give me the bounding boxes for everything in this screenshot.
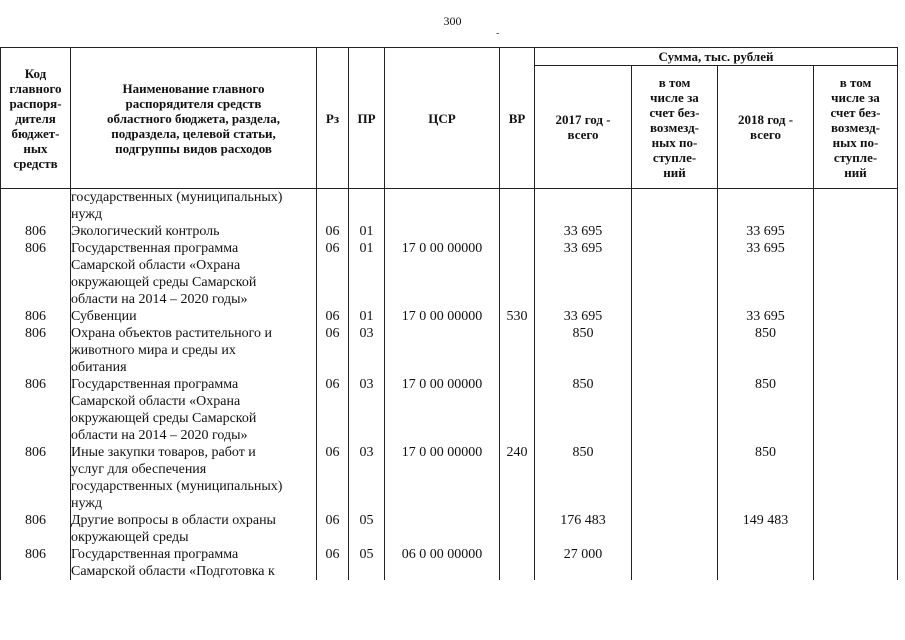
header-2018-free-lines [814,75,897,180]
row-code: 806 [1,223,71,240]
header-code-lines [1,66,70,171]
row-pr: 01 [349,240,385,308]
header-csr: ЦСР [385,48,500,189]
row-y2017 [535,189,632,224]
row-code: 806 [1,240,71,308]
header-code [1,48,71,189]
header-line: главного [9,80,62,96]
header-line: 2017 год - [555,112,611,127]
row-code: 806 [1,546,71,580]
row-y2017-free [632,240,718,308]
row-y2018 [718,189,814,224]
row-name-line: государственных (муниципальных) [71,190,283,205]
row-name-line: животного мира и среды их [71,343,236,358]
row-rz: 06 [317,240,349,308]
row-y2018: 850 [718,444,814,512]
row-code: 806 [1,376,71,444]
header-2018-free [814,66,898,189]
row-name [71,308,317,325]
header-line: счет без- [830,104,881,120]
row-name [71,546,317,580]
header-name [71,48,317,189]
row-rz: 06 [317,223,349,240]
header-line: ний [844,164,867,180]
row-vr [500,240,535,308]
row-y2017-free [632,308,718,325]
header-line: распорядителя средств [125,95,262,111]
budget-table [0,47,898,580]
table-row [1,512,898,546]
row-name-line: Экологический контроль [71,224,220,239]
row-vr [500,223,535,240]
row-csr: 17 0 00 00000 [385,444,500,512]
row-vr: 530 [500,308,535,325]
header-sum-title: Сумма, тыс. рублей [535,48,898,66]
row-y2017-free [632,546,718,580]
row-vr [500,376,535,444]
row-y2018: 33 695 [718,223,814,240]
row-name [71,189,317,224]
row-y2018: 149 483 [718,512,814,546]
row-vr: 240 [500,444,535,512]
header-2017-free-lines [632,75,717,180]
row-name-line: Самарской области «Охрана [71,394,241,409]
row-vr [500,546,535,580]
header-line: ний [663,164,686,180]
header-line: Наименование главного [122,80,265,96]
row-y2018 [718,546,814,580]
row-y2018-free [814,546,898,580]
row-name-line: области на 2014 – 2020 годы» [71,428,248,443]
row-name-line: Самарской области «Охрана [71,258,241,273]
header-line: ступле- [833,149,878,165]
row-y2018-free [814,512,898,546]
table-body [1,189,898,581]
row-csr [385,189,500,224]
row-name-line: окружающей среды Самарской [71,411,257,426]
row-name-line: Другие вопросы в области охраны [71,513,276,528]
header-2018-total [718,66,814,189]
header-line: подгруппы видов расходов [115,140,272,156]
row-y2017-free [632,223,718,240]
row-name-line: области на 2014 – 2020 годы» [71,292,248,307]
row-name-line: Иные закупки товаров, работ и [71,445,256,460]
row-y2018-free [814,189,898,224]
row-pr [349,189,385,224]
header-line: подраздела, целевой статьи, [111,125,276,141]
row-pr: 01 [349,223,385,240]
row-y2017: 33 695 [535,308,632,325]
row-vr [500,512,535,546]
row-name-line: Государственная программа [71,377,239,392]
header-line: ных по- [832,134,879,150]
row-pr: 05 [349,546,385,580]
row-y2017: 850 [535,444,632,512]
row-y2017-free [632,325,718,376]
header-line: ных по- [651,134,698,150]
header-line: в том [839,74,872,90]
header-line: областного бюджета, раздела, [107,110,280,126]
row-y2017-free [632,512,718,546]
table-row [1,444,898,512]
row-name-line: нужд [71,207,103,222]
row-name-line: государственных (муниципальных) [71,479,283,494]
header-2017-total [535,66,632,189]
row-csr [385,325,500,376]
header-line: числе за [831,89,880,105]
row-rz: 06 [317,376,349,444]
row-y2018: 850 [718,325,814,376]
row-csr [385,512,500,546]
row-code [1,189,71,224]
row-y2018-free [814,308,898,325]
row-name-line: Субвенции [71,309,137,324]
row-rz: 06 [317,444,349,512]
row-rz: 06 [317,546,349,580]
row-rz [317,189,349,224]
header-line: возмезд- [650,119,699,135]
header-line: средств [13,155,58,171]
table-row [1,189,898,224]
row-pr: 03 [349,325,385,376]
row-y2018-free [814,376,898,444]
header-line: бюджет- [11,125,60,141]
row-name-line: Государственная программа [71,241,239,256]
header-line: всего [750,127,781,142]
row-y2017: 33 695 [535,240,632,308]
row-y2018-free [814,444,898,512]
row-rz: 06 [317,308,349,325]
row-name [71,240,317,308]
row-y2018-free [814,325,898,376]
row-name-line: окружающей среды Самарской [71,275,257,290]
row-name-line: нужд [71,496,103,511]
row-name-line: окружающей среды [71,530,189,545]
tick-mark: - [496,28,500,39]
table-row [1,325,898,376]
header-line: Код [24,65,47,81]
row-y2017: 850 [535,376,632,444]
row-y2018: 33 695 [718,240,814,308]
row-y2017: 176 483 [535,512,632,546]
header-line: 2018 год - [737,112,794,127]
row-code: 806 [1,308,71,325]
row-name [71,325,317,376]
header-line: ступле- [652,149,697,165]
row-y2018-free [814,223,898,240]
row-pr: 05 [349,512,385,546]
row-csr: 17 0 00 00000 [385,308,500,325]
row-pr: 01 [349,308,385,325]
row-csr: 17 0 00 00000 [385,376,500,444]
row-y2017-free [632,189,718,224]
header-pr: ПР [349,48,385,189]
table-row [1,223,898,240]
header-line: ных [23,140,48,156]
header-line: числе за [650,89,699,105]
header-vr: ВР [500,48,535,189]
row-csr [385,223,500,240]
row-name [71,223,317,240]
row-vr [500,325,535,376]
row-rz: 06 [317,512,349,546]
row-code: 806 [1,325,71,376]
header-2017-lines [535,112,631,142]
row-name-line: обитания [71,360,127,375]
row-name-line: Самарской области «Подготовка к [71,564,275,579]
row-y2018-free [814,240,898,308]
row-name-line: услуг для обеспечения [71,462,207,477]
row-pr: 03 [349,376,385,444]
page-number: 300 [443,14,462,28]
header-2018-lines [718,112,813,142]
row-y2017-free [632,444,718,512]
row-name-line: Государственная программа [71,547,239,562]
row-name [71,444,317,512]
header-name-lines [71,81,316,156]
header-line: в том [658,74,691,90]
header-rz: Рз [317,48,349,189]
row-csr: 06 0 00 00000 [385,546,500,580]
row-name-line: Охрана объектов растительного и [71,326,273,341]
row-code: 806 [1,444,71,512]
header-line: возмезд- [831,119,880,135]
row-pr: 03 [349,444,385,512]
header-2017-free [632,66,718,189]
row-y2017: 27 000 [535,546,632,580]
row-code: 806 [1,512,71,546]
row-vr [500,189,535,224]
table-row [1,546,898,580]
row-y2017: 850 [535,325,632,376]
row-y2017: 33 695 [535,223,632,240]
row-name [71,512,317,546]
row-name [71,376,317,444]
row-rz: 06 [317,325,349,376]
table-row [1,240,898,308]
row-y2017-free [632,376,718,444]
header-line: распоря- [9,95,62,111]
header-line: счет без- [649,104,700,120]
row-y2018: 33 695 [718,308,814,325]
row-y2018: 850 [718,376,814,444]
table-row [1,376,898,444]
row-csr: 17 0 00 00000 [385,240,500,308]
header-line: дителя [15,110,56,126]
header-line: всего [567,127,599,142]
table-row [1,308,898,325]
